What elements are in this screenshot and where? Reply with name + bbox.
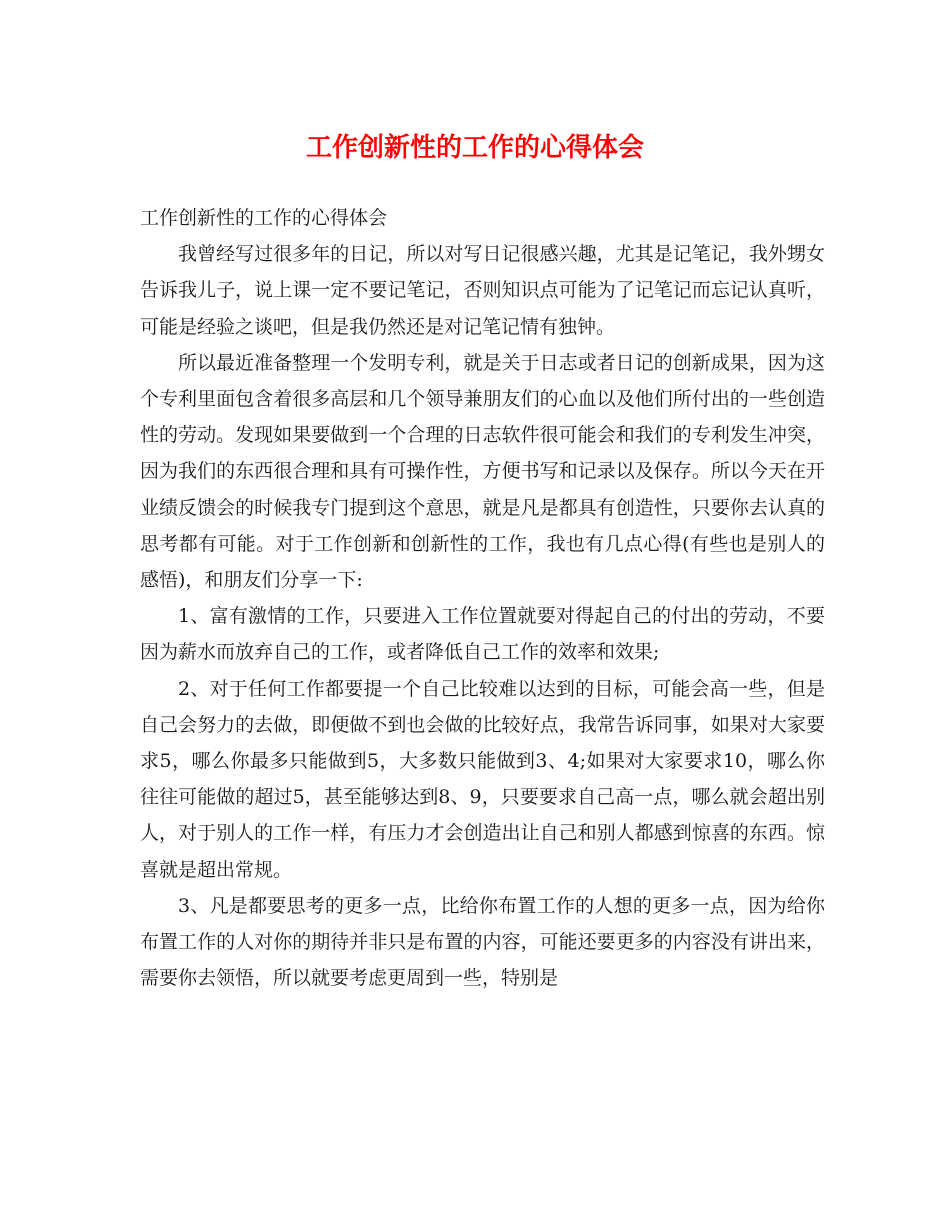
paragraph-5: 3、凡是都要思考的更多一点，比给你布置工作的人想的更多一点，因为给你布置工作的人对你的期待并非只是布置的内容，可能还要更多的内容没有讲出来，需要你去领悟，所以就要考虑更周到一些，特别是 [140, 894, 825, 990]
paragraph-4: 2、对于任何工作都要提一个自己比较难以达到的目标，可能会高一些，但是自己会努力的去做，即便做不到也会做的比较好点，我常告诉同事，如果对大家要求5，哪么你最多只能做到5，大多数只能做到3、4;如果对大家要求10，哪么你往往可能做的超过5，甚至能够达到8、9，只要要求自己高一点，哪么就会超出别人，对于别人的工作一样，有压力才会创造出让自己和别人都感到惊喜的东西。惊喜就是超出常规。 [140, 677, 825, 881]
paragraph-3: 1、富有激情的工作，只要进入工作位置就要对得起自己的付出的劳动，不要因为薪水而放弃自己的工作，或者降低自己工作的效率和效果; [140, 605, 825, 664]
document-subtitle: 工作创新性的工作的心得体会 [140, 207, 388, 229]
paragraph-2: 所以最近准备整理一个发明专利，就是关于日志或者日记的创新成果，因为这个专利里面包含着很多高层和几个领导兼朋友们的心血以及他们所付出的一些创造性的劳动。发现如果要做到一个合理的日志软件很可能会和我们的专利发生冲突，因为我们的东西很合理和具有可操作性，方便书写和记录以及保存。所以今天在开业绩反馈会的时候我专门提到这个意思，就是凡是都具有创造性，只要你去认真的思考都有可能。对于工作创新和创新性的工作，我也有几点心得(有些也是别人的感悟)，和朋友们分享一下: [140, 351, 825, 592]
page-title: 工作创新性的工作的心得体会 [305, 133, 644, 163]
paragraph-1: 我曾经写过很多年的日记，所以对写日记很感兴趣，尤其是记笔记，我外甥女告诉我儿子，说上课一定不要记笔记，否则知识点可能为了记笔记而忘记认真听，可能是经验之谈吧，但是我仍然还是对记笔记情有独钟。 [140, 243, 825, 338]
document-body [140, 200, 825, 996]
